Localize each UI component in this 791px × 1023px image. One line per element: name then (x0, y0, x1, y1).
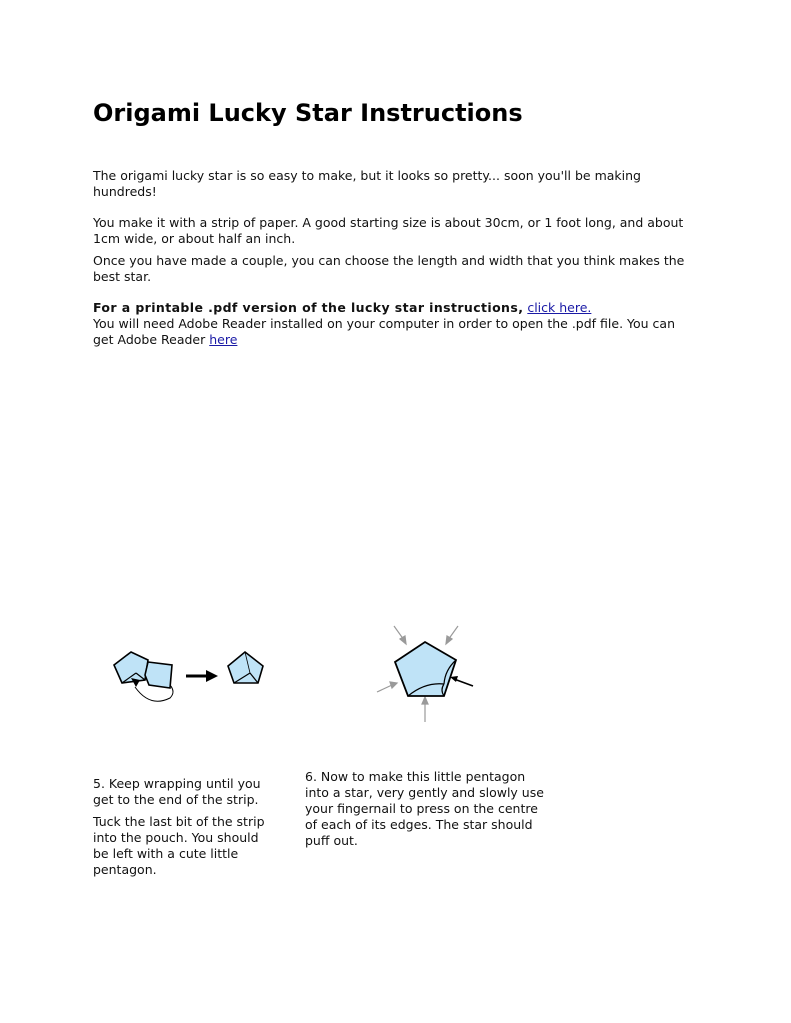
reader-text: You will need Adobe Reader installed on your computer in order to open the .pdf file. You can get Adobe Reader (93, 316, 675, 347)
step-5-text-2: Tuck the last bit of the strip into the pouch. You should be left with a cute little pentagon. (93, 814, 265, 877)
step-6-illustration (370, 620, 480, 730)
finished-pentagon-icon (228, 652, 263, 683)
pdf-link[interactable]: click here. (527, 300, 592, 315)
page-title: Origami Lucky Star Instructions (93, 99, 523, 127)
intro-paragraph-1: The origami lucky star is so easy to make, but it looks so pretty... soon you'll be making hundreds! (93, 168, 641, 199)
step-6-caption (305, 769, 545, 849)
pdf-bold-text: For a printable .pdf version of the lucky star instructions, (93, 300, 524, 315)
intro-paragraph-3: Once you have made a couple, you can choose the length and width that you think makes the best star. (93, 253, 685, 284)
pentagon-star-icon (395, 642, 456, 696)
adobe-reader-link[interactable]: here (209, 332, 238, 347)
step-5-text-1: 5. Keep wrapping until you get to the end of the strip. (93, 776, 261, 807)
right-arrow-icon (186, 670, 218, 682)
step-5-illustration (100, 640, 280, 710)
step-6-text: 6. Now to make this little pentagon into a star, very gently and slowly use your fingernail to press on the centre of each of its edges. The star should puff out. (305, 769, 544, 848)
step-5-caption (93, 776, 278, 878)
pdf-paragraph (93, 300, 693, 348)
wrapping-pentagon-icon (114, 652, 173, 701)
intro-paragraph-2: You make it with a strip of paper. A good starting size is about 30cm, or 1 foot long, and about 1cm wide, or about half an inch. (93, 215, 684, 246)
